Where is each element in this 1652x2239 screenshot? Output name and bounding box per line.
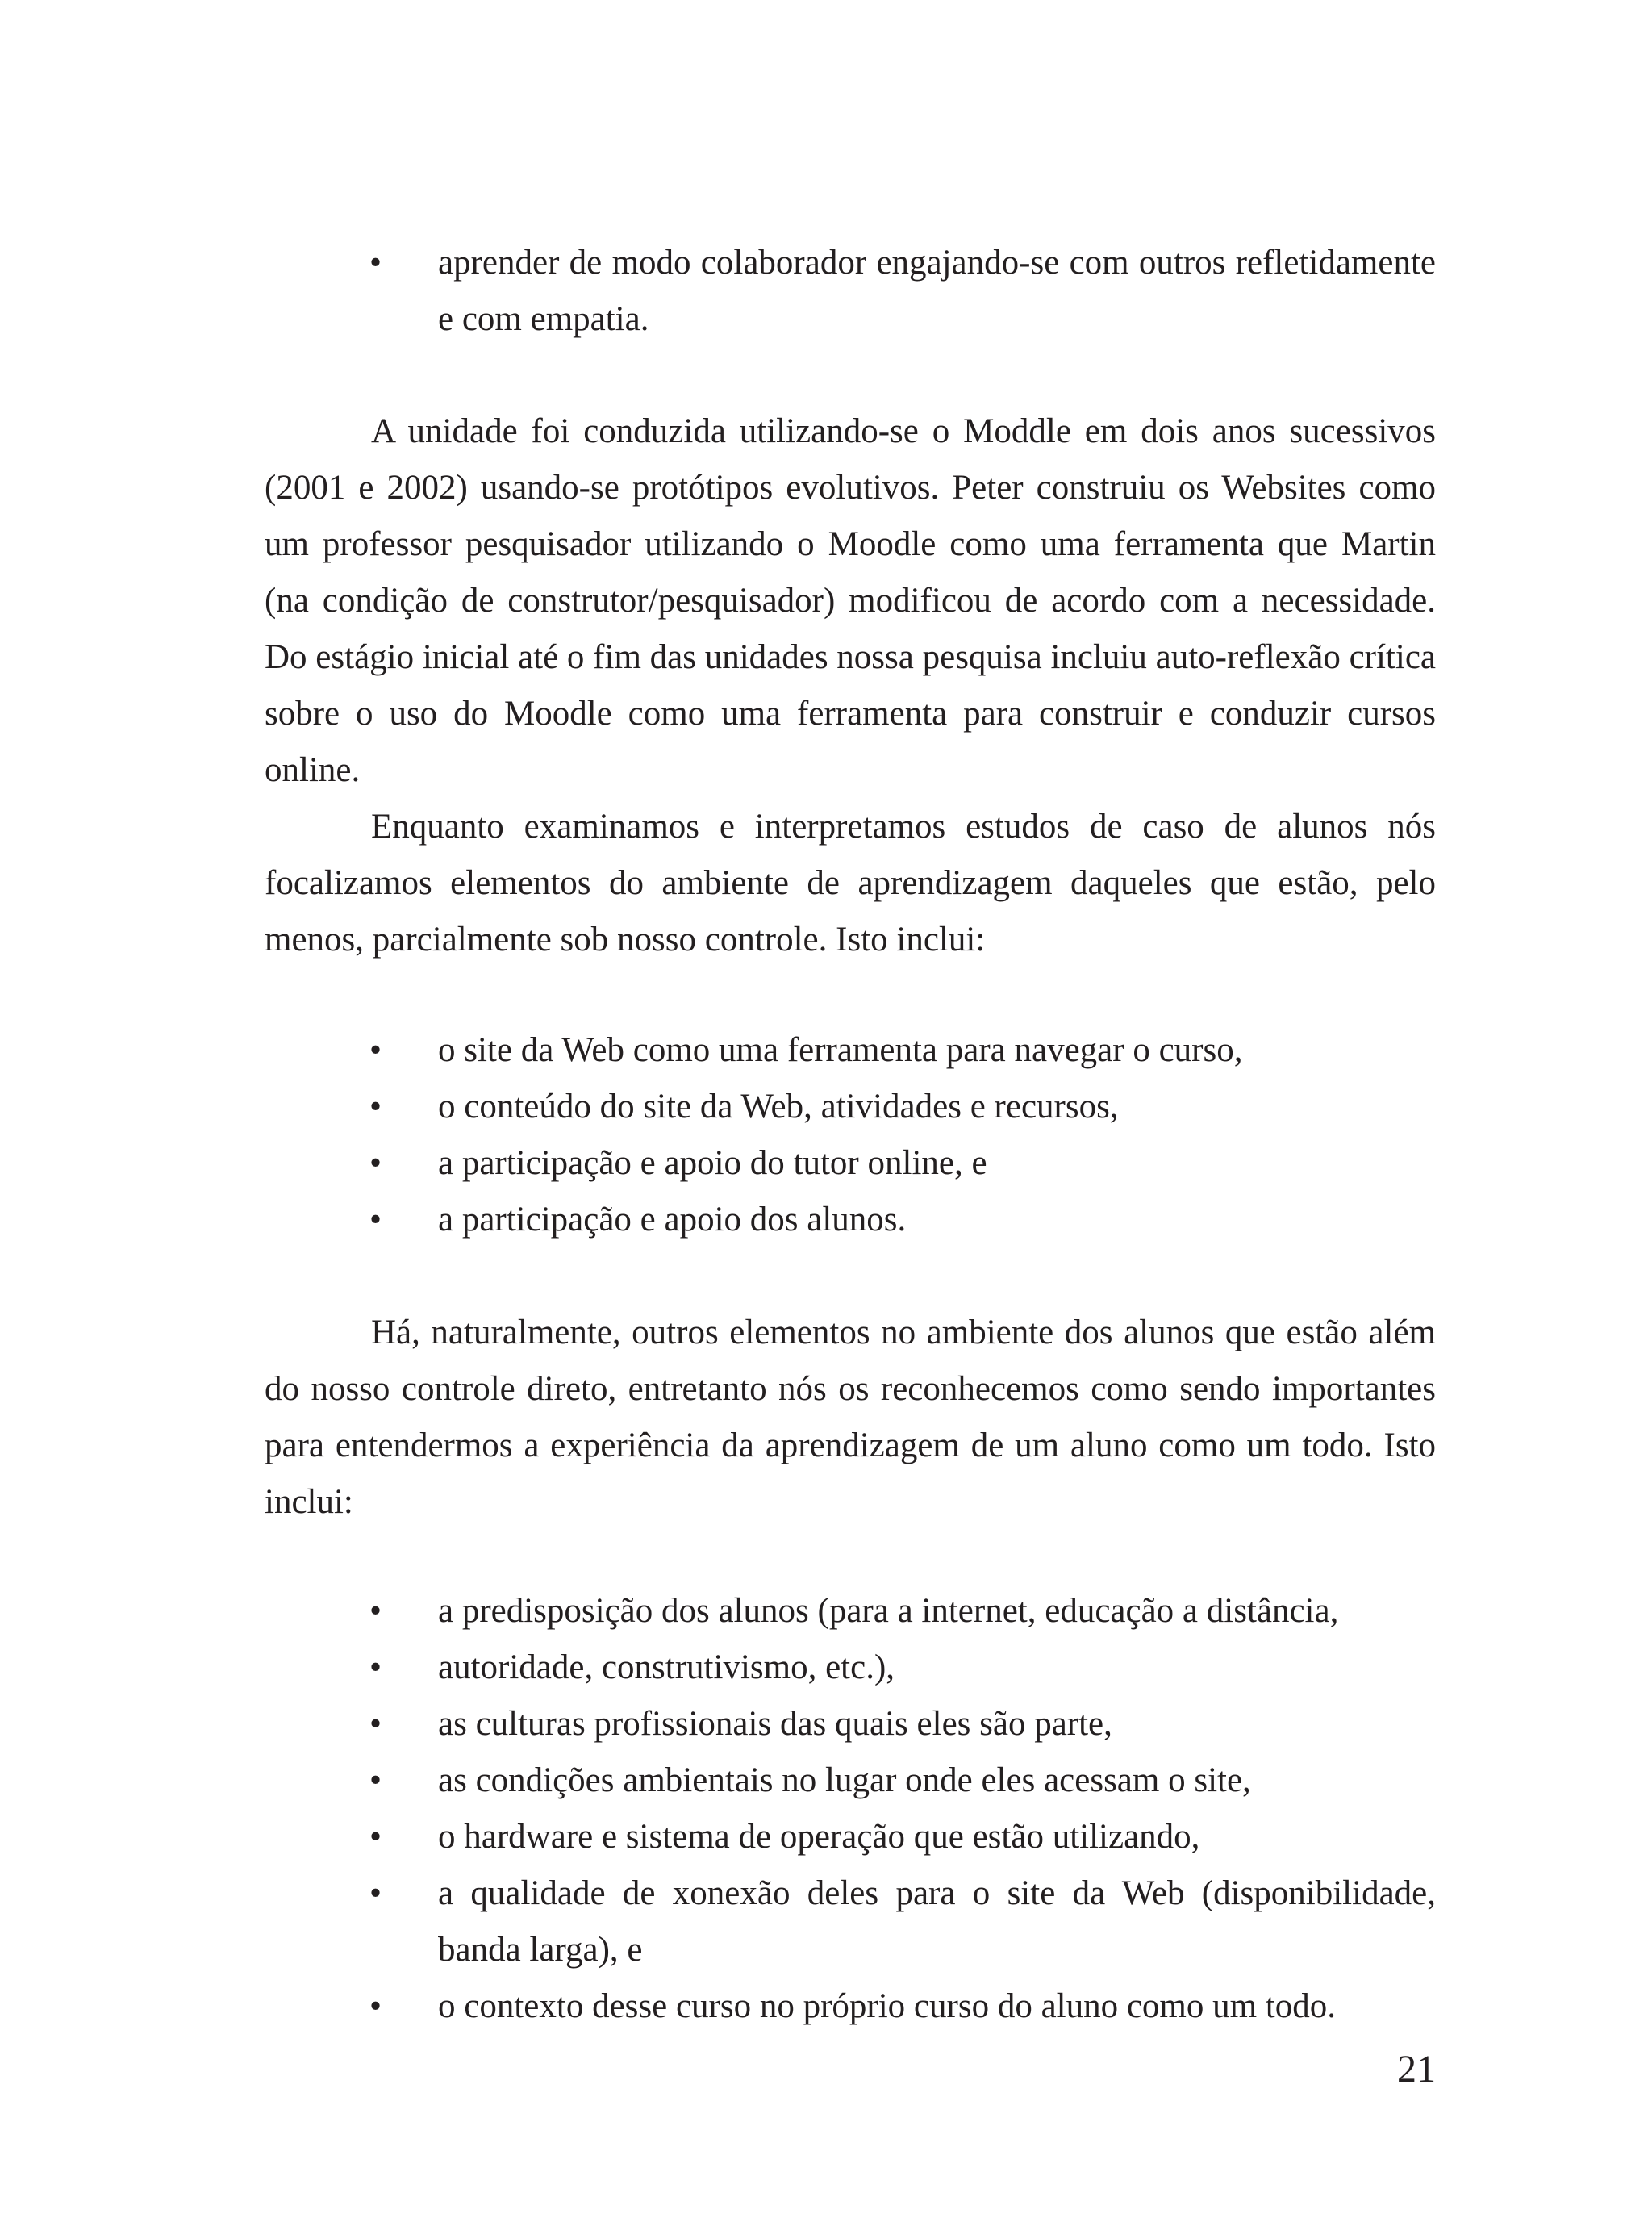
paragraph: Enquanto examinamos e interpretamos estudos de caso de alunos nós focalizamos elementos do ambiente de aprendizagem daqueles que estão, pelo menos, parcialmente sob nosso controle. Isto inclui: [265, 808, 1436, 959]
list-item-text: a participação e apoio dos alunos. [438, 1201, 907, 1239]
list-item [265, 1192, 1436, 1248]
bullet-icon: • [369, 244, 382, 282]
list-item [265, 1022, 1436, 1079]
list-item [265, 1640, 1436, 1696]
bullet-list-external-elements [265, 1583, 1436, 2035]
bullet-list-learning-elements [265, 1022, 1436, 1248]
list-item-text: autoridade, construtivismo, etc.), [438, 1648, 895, 1686]
list-item [265, 1809, 1436, 1865]
list-item [265, 1752, 1436, 1809]
bullet-icon: • [369, 1761, 382, 1799]
bullet-icon: • [369, 1031, 382, 1069]
list-item-text: o site da Web como uma ferramenta para navegar o curso, [438, 1031, 1243, 1069]
list-item [265, 235, 1436, 348]
list-item [265, 1978, 1436, 2035]
page-number: 21 [1397, 2048, 1436, 2091]
list-item [265, 1135, 1436, 1192]
top-bullet-list [265, 235, 1436, 348]
bullet-icon: • [369, 1201, 382, 1239]
list-item [265, 1696, 1436, 1752]
list-item [265, 1583, 1436, 1640]
list-item [265, 1865, 1436, 1978]
paragraph: Há, naturalmente, outros elementos no ambiente dos alunos que estão além do nosso controle direto, entretanto nós os reconhecemos como sendo importantes para entendermos a experiência da aprendizagem de um aluno como um todo. Isto inclui: [265, 1314, 1436, 1521]
paragraph: A unidade foi conduzida utilizando-se o Moddle em dois anos sucessivos (2001 e 2002) usando-se protótipos evolutivos. Peter construiu os Websites como um professor pesquisador utilizando o Moodle como uma ferramenta que Martin (na condição de construtor/pesquisador) modificou de acordo com a necessidade. Do estágio inicial até o fim das unidades nossa pesquisa incluiu auto-reflexão crítica sobre o uso do Moodle como uma ferramenta para construir e conduzir cursos online. [265, 412, 1436, 789]
bullet-icon: • [369, 1705, 382, 1743]
bullet-icon: • [369, 1818, 382, 1856]
list-item-text: o conteúdo do site da Web, atividades e recursos, [438, 1088, 1119, 1126]
bullet-icon: • [369, 1648, 382, 1686]
list-item-text: o contexto desse curso no próprio curso do aluno como um todo. [438, 1987, 1337, 2025]
bullet-icon: • [369, 1088, 382, 1126]
list-item [265, 1079, 1436, 1135]
bullet-icon: • [369, 1987, 382, 2025]
body-text-section-1 [265, 403, 1436, 968]
bullet-icon: • [369, 1144, 382, 1182]
body-text-section-2 [265, 1305, 1436, 1531]
list-item-text: as culturas profissionais das quais eles são parte, [438, 1705, 1112, 1743]
list-item-text: as condições ambientais no lugar onde eles acessam o site, [438, 1761, 1251, 1799]
bullet-icon: • [369, 1874, 382, 1912]
list-item-text: a participação e apoio do tutor online, e [438, 1144, 987, 1182]
list-item-text: a predisposição dos alunos (para a internet, educação a distância, [438, 1592, 1339, 1630]
list-item-text: o hardware e sistema de operação que estão utilizando, [438, 1818, 1200, 1856]
bullet-icon: • [369, 1592, 382, 1630]
list-item-text: aprender de modo colaborador engajando-se com outros refletidamente e com empatia. [438, 244, 1436, 338]
list-item-text: a qualidade de xonexão deles para o site da Web (disponibilidade, banda larga), e [438, 1874, 1436, 1969]
